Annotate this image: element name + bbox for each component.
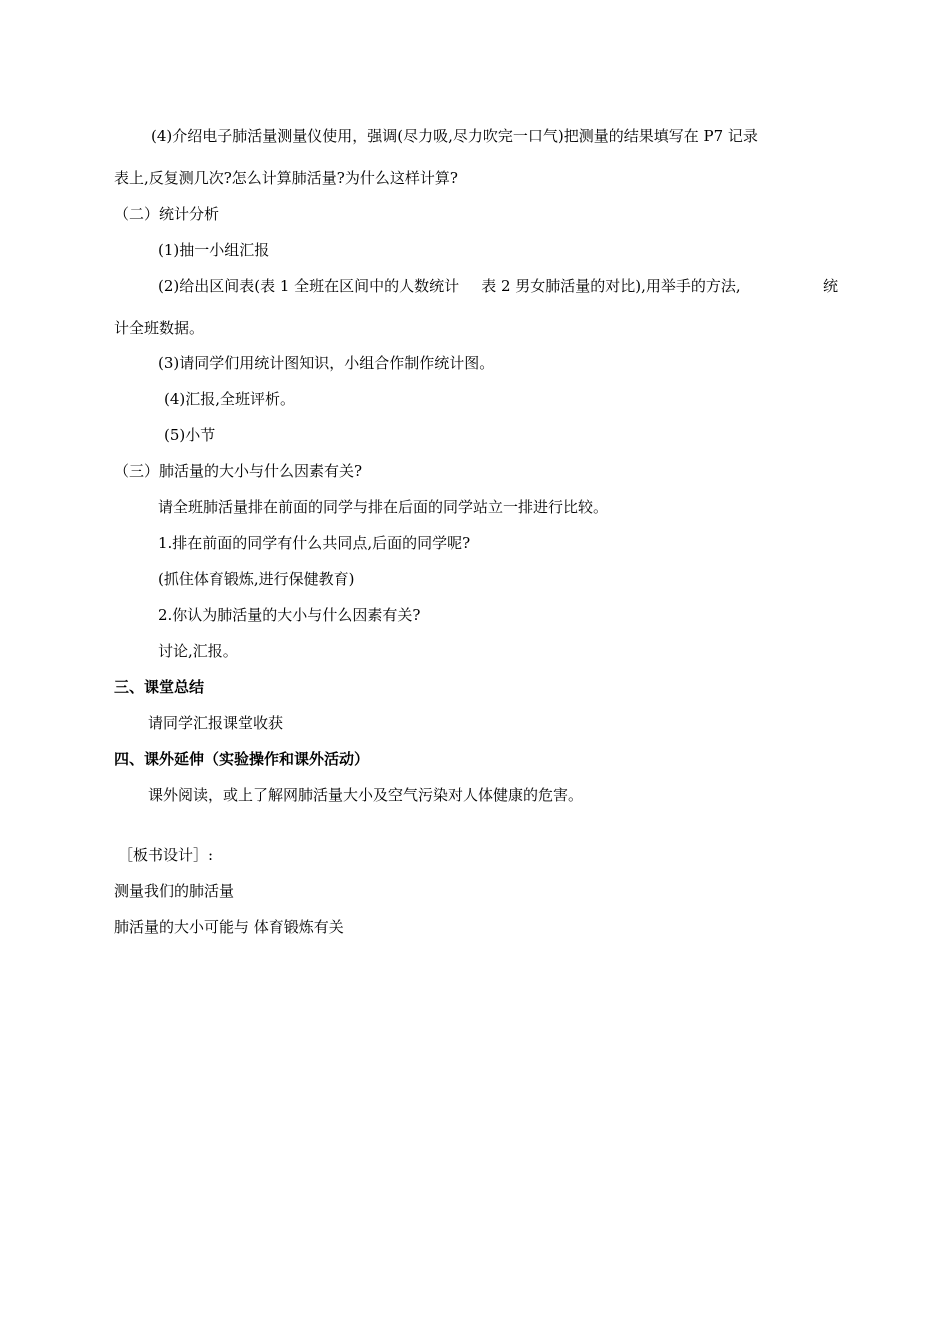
section-2-item-1: (1)抽一小组汇报 xyxy=(158,241,270,259)
section-2-item-2-part-c: 统 xyxy=(822,277,838,295)
section-3-heading: （三）肺活量的大小与什么因素有关? xyxy=(114,462,363,480)
paragraph-4-line-1: (4)介绍电子肺活量测量仪使用，强调(尽力吸,尽力吹完一口气)把测量的结果填写在 P7 记录 xyxy=(151,127,758,145)
board-design-line-1: 测量我们的肺活量 xyxy=(114,882,235,900)
section-3-note: (抓住体育锻炼,进行保健教育) xyxy=(158,570,355,588)
section-2-item-2-line-1 xyxy=(158,276,838,296)
part-3-heading: 三、课堂总结 xyxy=(114,678,205,696)
section-3-intro: 请全班肺活量排在前面的同学与排在后面的同学站立一排进行比较。 xyxy=(158,498,609,516)
part-4-heading: 四、课外延伸（实验操作和课外活动） xyxy=(114,750,370,768)
section-3-question-2: 2.你认为肺活量的大小与什么因素有关? xyxy=(158,606,421,624)
board-design-line-2: 肺活量的大小可能与 体育锻炼有关 xyxy=(114,918,344,936)
board-design-heading: ［板书设计］: xyxy=(118,846,214,864)
part-3-body: 请同学汇报课堂收获 xyxy=(148,714,284,732)
section-2-heading: （二）统计分析 xyxy=(114,205,220,223)
section-2-item-3: (3)请同学们用统计图知识，小组合作制作统计图。 xyxy=(158,354,495,372)
section-3-discussion: 讨论,汇报。 xyxy=(158,642,238,660)
part-4-body: 课外阅读，或上了解网肺活量大小及空气污染对人体健康的危害。 xyxy=(148,786,584,804)
section-2-item-2-part-b: 表 2 男女肺活量的对比),用举手的方法, xyxy=(481,277,741,295)
section-3-question-1: 1.排在前面的同学有什么共同点,后面的同学呢? xyxy=(158,534,471,552)
section-2-item-2-line-2: 计全班数据。 xyxy=(114,319,205,337)
section-2-item-2-part-a: (2)给出区间表(表 1 全班在区间中的人数统计 xyxy=(158,277,460,295)
section-2-item-5: (5)小节 xyxy=(164,426,216,444)
paragraph-4-line-2: 表上,反复测几次?怎么计算肺活量?为什么这样计算? xyxy=(114,169,458,187)
section-2-item-4: (4)汇报,全班评析。 xyxy=(164,390,296,408)
